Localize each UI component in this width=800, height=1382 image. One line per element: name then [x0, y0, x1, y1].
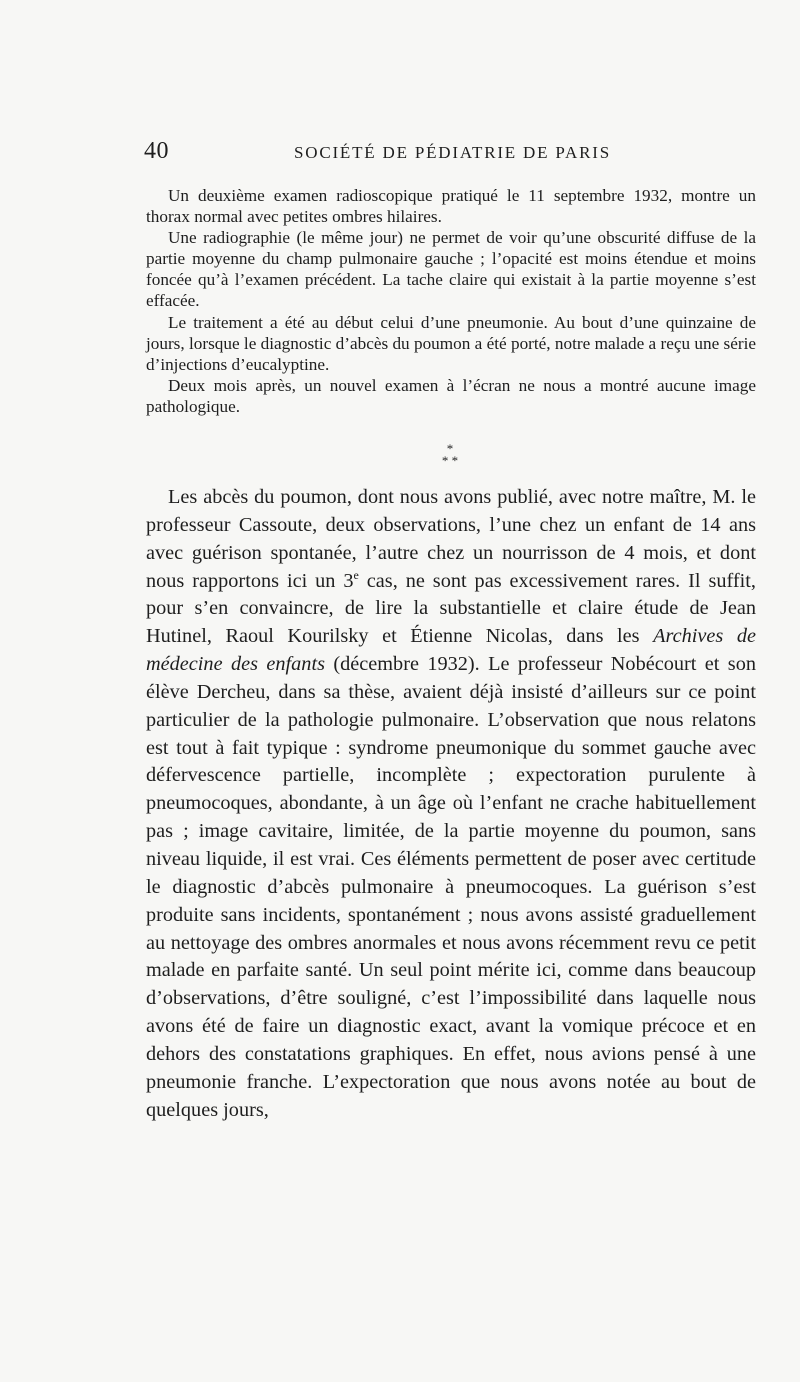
paragraph-discussion: [146, 484, 756, 1124]
paragraph-radiography: Une radiographie (le même jour) ne permet de voir qu’une obscurité diffuse de la partie moyenne du champ pulmonaire gauche ; l’opacité est moins étendue et moins foncée qu’à l’examen précédent. La tache claire qui existait à la partie moyenne s’est effacée.: [146, 228, 756, 311]
ordinal-suffix: e: [353, 567, 359, 582]
paragraph-follow-up: Deux mois après, un nouvel examen à l’écran ne nous a montré aucune image pathologique.: [146, 375, 756, 416]
discussion-text-1: Les abcès du poumon, dont nous avons publié, avec notre maître, M. le professeur Cassoute, deux observations, l’une chez un enfant de 14 ans avec guérison spontanée, l’autre chez un nourrisson de 4 mois, et dont nous rapportons ici un 3: [146, 486, 756, 592]
running-head: SOCIÉTÉ DE PÉDIATRIE DE PARIS: [294, 143, 611, 162]
case-report-conclusion: [146, 185, 756, 417]
paragraph-radioscopy: Un deuxième examen radioscopique pratiqué le 11 septembre 1932, montre un thorax normal avec petites ombres hilaires.: [146, 186, 756, 227]
discussion-text-3: (décembre 1932). Le professeur Nobécourt et son élève Dercheu, dans sa thèse, avaient déjà insisté d’ailleurs sur ce point particulier de la pathologie pulmonaire. L’observation que nous relatons est tout à fait typique : syndrome pneumonique du sommet gauche avec défervescence partielle, incomplète ; expectoration purulente à pneumocoques, abondante, à un âge où l’enfant ne crache habituellement pas ; image cavitaire, limitée, de la partie moyenne du poumon, sans niveau liquide, il est vrai. Ces éléments permettent de poser avec certitude le diagnostic d’abcès pulmonaire à pneumocoques. La guérison s’est produite sans incidents, spontanément ; nous avons assisté graduellement au nettoyage des ombres anormales et nous avons récemment revu ce petit malade en parfaite santé. Un seul point mérite ici, comme dans beaucoup d’observations, d’être souligné, c’est l’impossibilité dans laquelle nous avons été de faire un diagnostic exact, avant la vomique précoce et en dehors des constatations graphiques. En effet, nous avions pensé à une pneumonie franche. L’expectoration que nous avons notée au bout de quelques jours,: [146, 653, 756, 1121]
asterism-bottom: * *: [441, 453, 459, 468]
page-number: 40: [144, 138, 169, 164]
paragraph-treatment: Le traitement a été au début celui d’une pneumonie. Au bout d’une quinzaine de jours, lorsque le diagnostic d’abcès du poumon a été porté, notre malade a reçu une série d’injections d’eucalyptine.: [146, 312, 756, 374]
journal-title: Archives de médecine des enfants: [146, 625, 756, 676]
asterism-separator: [430, 443, 470, 467]
discussion-section: [146, 484, 756, 1124]
page-header: [144, 138, 756, 168]
asterism-top: *: [446, 441, 454, 456]
discussion-text-2: cas, ne sont pas excessivement rares. Il suffit, pour s’en convaincre, de lire la substantielle et claire étude de Jean Hutinel, Raoul Kourilsky et Étienne Nicolas, dans les: [146, 569, 757, 648]
